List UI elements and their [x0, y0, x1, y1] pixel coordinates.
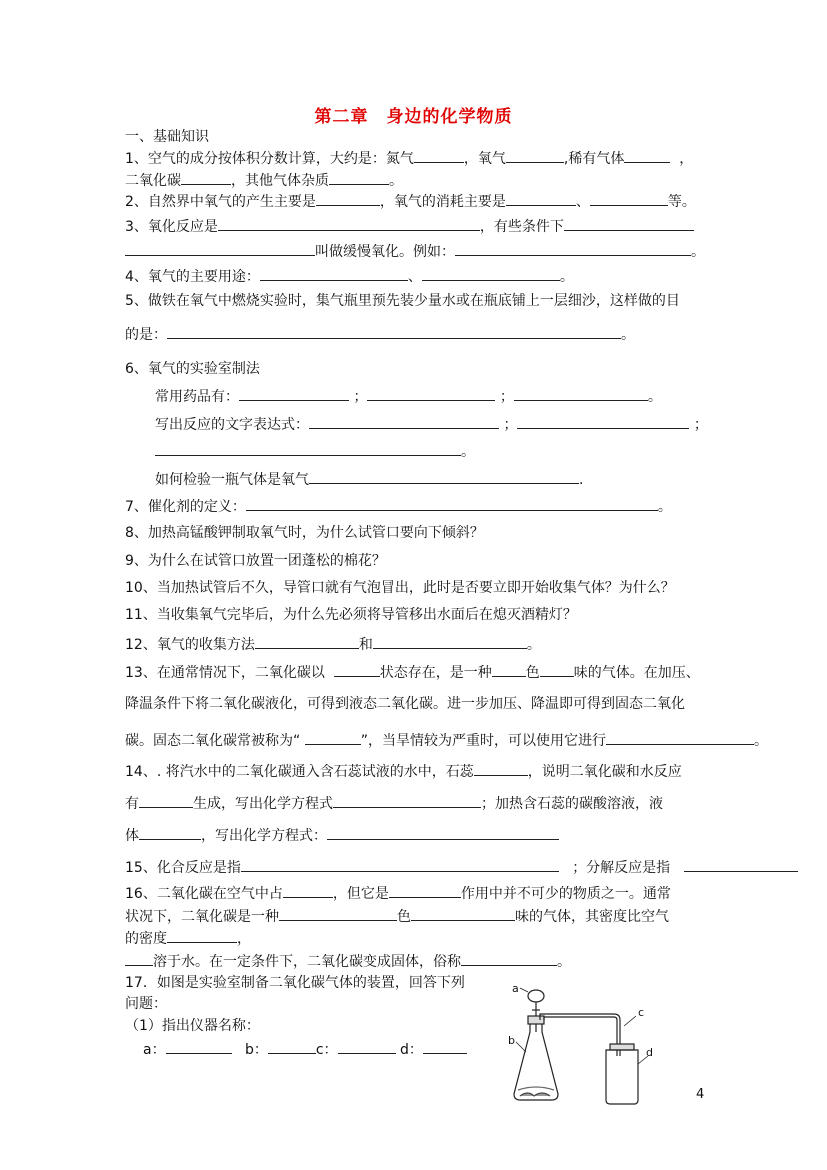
answer-blank[interactable] [125, 952, 153, 966]
label-c: c [638, 1006, 645, 1019]
question-9: 9、为什么在试管口放置一团蓬松的棉花？ [125, 553, 386, 569]
answer-blank[interactable] [181, 171, 231, 185]
answer-blank[interactable] [422, 267, 560, 281]
answer-blank[interactable] [246, 497, 658, 511]
answer-blank[interactable] [334, 663, 380, 677]
answer-blank[interactable] [316, 192, 380, 206]
answer-blank[interactable] [624, 149, 670, 163]
question-12: 12、氧气的收集方法 和 。 [125, 637, 541, 653]
answer-blank[interactable] [540, 663, 574, 677]
question-10: 10、当加热试管后不久，导管口就有气泡冒出，此时是否要立即开始收集气体？为什么？ [125, 580, 675, 596]
answer-blank[interactable] [241, 858, 559, 872]
answer-blank[interactable] [125, 242, 315, 256]
answer-blank[interactable] [139, 826, 201, 840]
answer-blank[interactable] [155, 442, 461, 456]
answer-blank[interactable] [590, 192, 668, 206]
answer-blank[interactable] [283, 884, 333, 898]
answer-blank[interactable] [423, 1040, 467, 1054]
question-6: 6、氧气的实验室制法 [125, 361, 260, 377]
question-16-line-1: 16、二氧化碳在空气中占 ，但它是 作用中并不可少的物质之一。通常 [125, 886, 671, 902]
question-13-line-3: 碳。固态二氧化碳常被称为“ ”，当旱情较为严重时，可以使用它进行 。 [125, 733, 768, 749]
question-1-line-2: 二氧化碳 ，其他气体杂质 。 [125, 173, 403, 189]
question-5-line-1: 5、做铁在氧气中燃烧实验时，集气瓶里预先装少量水或在瓶底铺上一层细沙，这样做的目 [125, 293, 680, 309]
answer-blank[interactable] [338, 1040, 396, 1054]
answer-blank[interactable] [389, 884, 461, 898]
answer-blank[interactable] [564, 217, 694, 231]
answer-blank[interactable] [373, 635, 527, 649]
question-17-line-1: 17．如图是实验室制备二氧化碳气体的装置，回答下列 [125, 975, 465, 991]
answer-blank[interactable] [166, 1040, 232, 1054]
question-14-line-2: 有 生成，写出化学方程式 ；加热含石蕊的碳酸溶液，液 [125, 796, 663, 812]
question-16-line-4: 溶于水。在一定条件下，二氧化碳变成固体，俗称 。 [125, 952, 571, 971]
label-a: a [512, 986, 519, 995]
answer-blank[interactable] [218, 217, 480, 231]
question-4: 4、氧气的主要用途： 、 。 [125, 269, 574, 285]
page-number: 4 [696, 1087, 705, 1102]
question-13-line-2: 降温条件下将二氧化碳液化，可得到液态二氧化碳。进一步加压、降温即可得到固态二氧化 [125, 696, 685, 712]
question-6-equation: 写出反应的文字表达式： ； ； [155, 417, 708, 433]
question-14-line-3: 体 ，写出化学方程式： [125, 826, 559, 845]
answer-blank[interactable] [279, 907, 397, 921]
answer-blank[interactable] [474, 762, 528, 776]
question-17-names: a： b： c： d： [143, 1040, 467, 1059]
question-6-reagents: 常用药品有： ； ； 。 [155, 389, 662, 405]
question-2: 2、自然界中氧气的产生主要是 ，氧气的消耗主要是 、 等。 [125, 194, 696, 210]
question-1-line-1: 1、空气的成分按体积分数计算，大约是：氮气 ，氧气 ,稀有气体 ， [125, 151, 694, 167]
answer-blank[interactable] [606, 731, 754, 745]
answer-blank[interactable] [167, 325, 621, 339]
question-16-line-2: 状况下，二氧化碳是一种 色 味的气体，其密度比空气 [125, 909, 669, 925]
answer-blank[interactable] [239, 387, 349, 401]
answer-blank[interactable] [455, 242, 691, 256]
answer-blank[interactable] [309, 470, 579, 484]
answer-blank[interactable] [506, 149, 564, 163]
question-6-equation-2: 。 [155, 442, 475, 461]
answer-blank[interactable] [260, 267, 408, 281]
answer-blank[interactable] [139, 794, 193, 808]
answer-blank[interactable] [514, 387, 648, 401]
answer-blank[interactable] [461, 952, 557, 966]
question-5-line-2: 的是： 。 [125, 327, 635, 343]
answer-blank[interactable] [327, 826, 559, 840]
question-6-test: 如何检验一瓶气体是氧气 . [155, 472, 584, 488]
gas-collecting-bottle [606, 1050, 638, 1104]
funnel-bulb [528, 990, 544, 1002]
question-15: 15、化合反应是指 ；分解反应是指 [125, 858, 798, 877]
section-heading: 一、基础知识 [125, 129, 209, 145]
answer-blank[interactable] [506, 192, 576, 206]
co2-apparatus-diagram [506, 986, 676, 1112]
answer-blank[interactable] [414, 149, 464, 163]
question-3-line-2: 叫做缓慢氧化。例如： 。 [125, 242, 705, 261]
question-14-line-1: 14、. 将汽水中的二氧化碳通入含石蕊试液的水中，石蕊 ，说明二氧化碳和水反应 [125, 764, 682, 780]
answer-blank[interactable] [255, 635, 359, 649]
question-17-line-2: 问题： [125, 996, 167, 1012]
label-d: d [646, 1046, 653, 1059]
answer-blank[interactable] [268, 1040, 316, 1054]
answer-blank[interactable] [367, 387, 495, 401]
answer-blank[interactable] [492, 663, 526, 677]
answer-blank[interactable] [684, 858, 798, 872]
answer-blank[interactable] [167, 929, 237, 943]
question-16-line-3: 的密度 ， [125, 931, 251, 947]
label-b: b [508, 1034, 515, 1047]
answer-blank[interactable] [333, 794, 481, 808]
question-13-line-1: 13、在通常情况下，二氧化碳以 状态存在，是一种 色 味的气体。在加压、 [125, 665, 700, 681]
question-3-line-1: 3、氧化反应是 ，有些条件下 [125, 217, 694, 236]
answer-blank[interactable] [411, 907, 515, 921]
question-8: 8、加热高锰酸钾制取氧气时，为什么试管口要向下倾斜？ [125, 525, 484, 541]
answer-blank[interactable] [517, 415, 689, 429]
answer-blank[interactable] [305, 731, 361, 745]
answer-blank[interactable] [329, 171, 389, 185]
question-11: 11、当收集氧气完毕后，为什么先必须将导管移出水面后在熄灭酒精灯？ [125, 607, 577, 623]
chapter-title: 第二章 身边的化学物质 [314, 107, 513, 127]
answer-blank[interactable] [309, 415, 499, 429]
question-7: 7、催化剂的定义： 。 [125, 499, 672, 515]
question-17-part-1: （1）指出仪器名称： [125, 1018, 260, 1034]
